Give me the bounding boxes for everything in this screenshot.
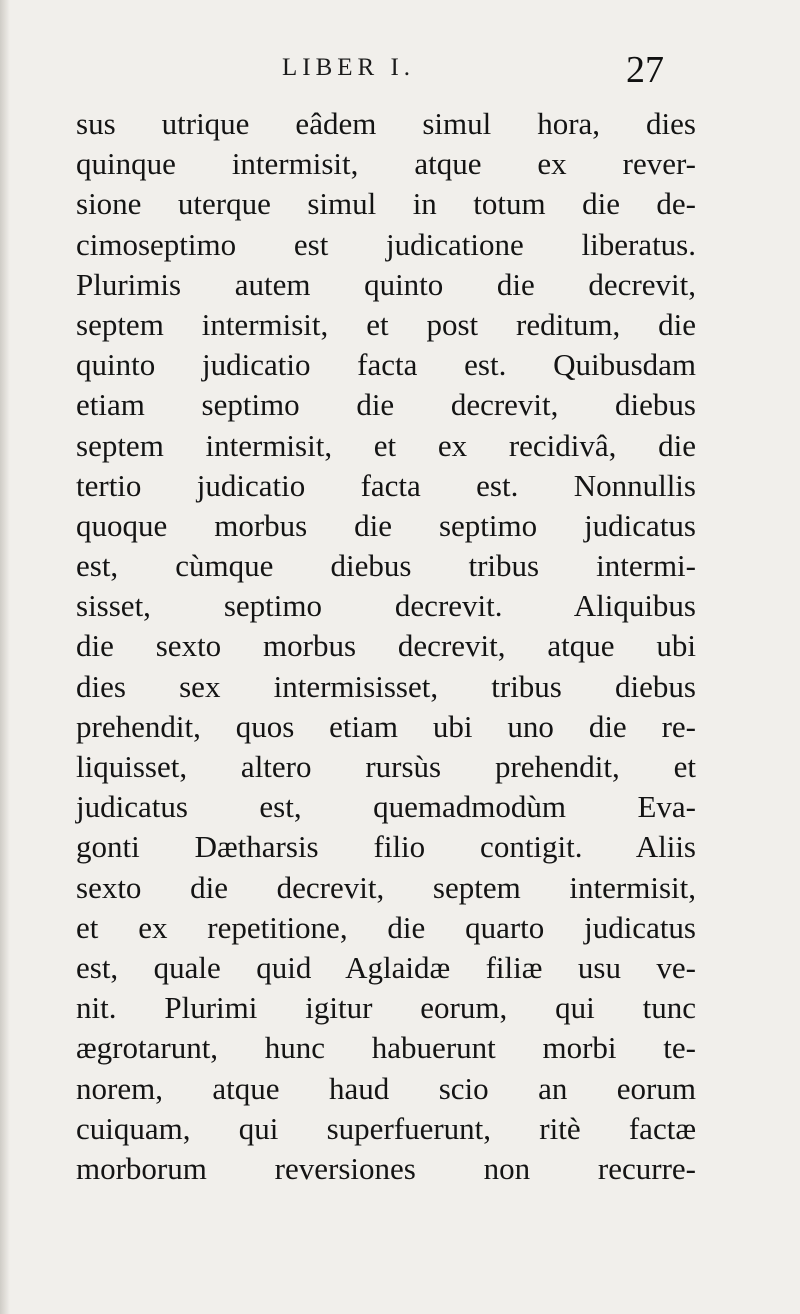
- text-line: cimoseptimo est judicatione liberatus.: [76, 226, 696, 262]
- text-line: Plurimis autem quinto die decrevit,: [76, 266, 696, 302]
- text-line: est, quale quid Aglaidæ filiæ usu ve-: [76, 949, 696, 985]
- page-edge-shadow: [0, 0, 10, 1314]
- text-line: gonti Dætharsis filio contigit. Aliis: [76, 829, 696, 865]
- page-number: 27: [626, 49, 664, 91]
- text-line: sus utrique eâdem simul hora, dies: [76, 106, 696, 141]
- text-line: ægrotarunt, hunc habuerunt morbi te-: [76, 1030, 696, 1066]
- text-line: dies sex intermisisset, tribus diebus: [76, 668, 696, 704]
- text-line: septem intermisit, et ex recidivâ, die: [76, 427, 696, 463]
- running-head: LIBER I.: [282, 54, 416, 81]
- text-line: est, cùmque diebus tribus intermi-: [76, 548, 696, 584]
- text-line: nit. Plurimi igitur eorum, qui tunc: [76, 990, 696, 1026]
- text-line: sexto die decrevit, septem intermisit,: [76, 869, 696, 905]
- text-line: sisset, septimo decrevit. Aliquibus: [76, 588, 696, 624]
- text-line: liquisset, altero rursùs prehendit, et: [76, 749, 696, 784]
- page-header: [0, 46, 800, 102]
- text-line: cuiquam, qui superfuerunt, ritè factæ: [76, 1110, 696, 1146]
- text-line: tertio judicatio facta est. Nonnullis: [76, 467, 696, 503]
- text-line: norem, atque haud scio an eorum: [76, 1070, 696, 1106]
- text-line: septem intermisit, et post reditum, die: [76, 306, 696, 342]
- body-text: [76, 104, 696, 1189]
- text-line: quinto judicatio facta est. Quibusdam: [76, 347, 696, 383]
- text-line: morborum reversiones non recurre-: [76, 1150, 696, 1186]
- text-line: quinque intermisit, atque ex rever-: [76, 146, 696, 182]
- text-line: sione uterque simul in totum die de-: [76, 186, 696, 222]
- text-line: quoque morbus die septimo judicatus: [76, 507, 696, 543]
- text-line: die sexto morbus decrevit, atque ubi: [76, 628, 696, 664]
- text-line: prehendit, quos etiam ubi uno die re-: [76, 708, 696, 744]
- text-line: etiam septimo die decrevit, diebus: [76, 387, 696, 423]
- text-line: et ex repetitione, die quarto judicatus: [76, 909, 696, 945]
- text-line: judicatus est, quemadmodùm Eva-: [76, 789, 696, 825]
